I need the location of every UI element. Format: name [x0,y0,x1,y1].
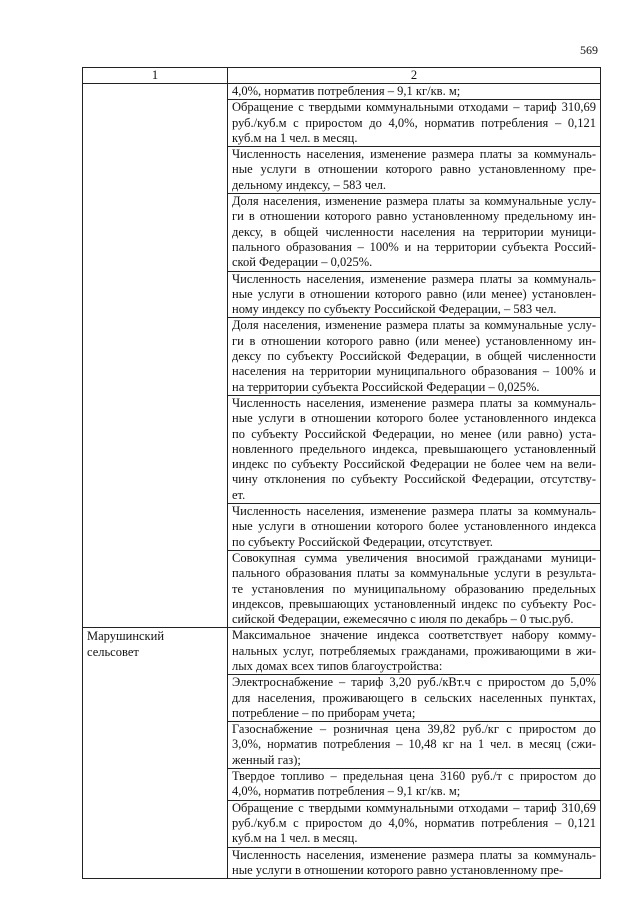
description-cell [228,84,601,628]
text-line: 4,0%, норматив потребления – 9,1 кг/кв. м; [232,84,461,98]
description-paragraph [228,272,600,319]
text-line: ные услуги в отношении которого равно (или менее) установлен- [232,286,596,301]
text-line: ному индексу по субъекту Российской Федерации, – 583 чел. [232,302,557,317]
text-line: Совокупная сумма увеличения вносимой гражданами муници- [232,550,596,565]
description-paragraph [228,396,600,504]
table-row [83,628,601,879]
page-number: 569 [580,43,598,57]
text-line: руб./куб.м с приростом до 4,0%, норматив потребления – 0,121 [232,115,596,130]
column-header-2: 2 [228,68,601,84]
text-line: ги в отношении которого равно (или менее) установленному ин- [232,333,596,348]
text-line: сийской Федерации, ежемесячно с июля по декабрь – 0 тыс.руб. [232,612,574,627]
header-row [83,68,601,84]
municipality-name-cell [83,84,228,628]
text-line: Численность населения, изменение размера платы за коммуналь- [232,147,596,162]
text-line: куб.м на 1 чел. в месяц. [232,831,358,846]
table-row [83,84,601,628]
text-line: новленного предельного индекса, превышающего установленный [232,441,596,456]
text-line: ные услуги в отношении которого равно установленному пре- [232,162,596,177]
text-line: пального образования платы за коммунальные услуги в результа- [232,566,596,581]
text-line: Доля населения, изменение размера платы за коммунальные услу- [232,194,596,209]
text-line: ные услуги в отношении которого равно установленному пре- [232,862,564,877]
municipality-name-line: Марушинский [87,629,165,644]
text-line: руб./куб.м с приростом до 4,0%, норматив потребления – 0,121 [232,815,596,830]
text-line: индекс по субъекту Российской Федерации не более чем на вели- [232,457,596,472]
text-line: чину отклонения по субъекту Российской Федерации, отсутству- [232,472,596,487]
text-line: Твердое топливо – предельная цена 3160 руб./т с приростом до [232,769,596,784]
text-line: те установления по муниципальному образованию предельных [232,581,596,596]
text-line: на территории субъекта Российской Федерации – 0,025%. [232,379,540,394]
text-line: Обращение с твердыми коммунальными отходами – тариф 310,69 [232,800,596,815]
description-paragraph [228,84,600,100]
text-line: по субъекту Российской Федерации, отсутствует. [232,534,493,549]
text-line: населения на территории муниципального образования – 100% и [232,364,596,379]
description-paragraph [228,551,600,627]
description-paragraph [228,318,600,395]
text-line: ные услуги в отношении которого более установленного индекса [232,519,596,534]
text-line: потребление – по приборам учета; [232,705,416,720]
text-line: дексу, в общей численности населения на территории муници- [232,224,596,239]
description-paragraph [228,769,600,801]
text-line: Газоснабжение – розничная цена 39,82 руб./кг с приростом до [232,722,596,737]
text-line: ет. [232,487,246,502]
description-paragraph [228,801,600,848]
description-cell [228,628,601,879]
municipality-name-cell [83,628,228,879]
text-line: 3,0%, норматив потребления – 10,48 кг на 1 чел. в месяц (сжи- [232,737,596,752]
description-paragraph [228,147,600,194]
text-line: нальных услуг, потребляемых гражданами, проживающими в жи- [232,643,596,658]
text-line: по субъекту Российской Федерации, но менее (или равно) уста- [232,426,596,441]
text-line: Обращение с твердыми коммунальными отходами – тариф 310,69 [232,100,596,115]
text-line: дексу по субъекту Российской Федерации, в общей численности [232,349,596,364]
text-line: дельному индексу, – 583 чел. [232,177,386,192]
document-table [82,67,601,879]
text-line: Численность населения, изменение размера платы за коммуналь- [232,395,596,410]
text-line: ные услуги в отношении которого более установленного индекса [232,411,596,426]
text-line: лых домах всех типов благоустройства: [232,658,443,673]
text-line: куб.м на 1 чел. в месяц. [232,130,358,145]
description-paragraph [228,722,600,769]
description-paragraph [228,504,600,551]
description-paragraph [228,194,600,271]
description-paragraph [228,848,600,879]
description-paragraph [228,675,600,722]
text-line: индексов, превышающих установленный индекс по субъекту Рос- [232,596,596,611]
text-line: Доля населения, изменение размера платы за коммунальные услу- [232,318,596,333]
text-line: ской Федерации – 0,025%. [232,255,373,270]
text-line: Численность населения, изменение размера платы за коммуналь- [232,504,596,519]
text-line: Максимальное значение индекса соответствует набору комму- [232,628,596,643]
text-line: ги в отношении которого равно установленному предельному ин- [232,209,596,224]
text-line: Электроснабжение – тариф 3,20 руб./кВт.ч с приростом до 5,0% [232,675,596,690]
description-paragraph [228,628,600,675]
municipality-name-line: сельсовет [87,645,139,660]
text-line: Численность населения, изменение размера платы за коммуналь- [232,847,596,862]
text-line: пального образования – 100% и на территории субъекта Россий- [232,239,596,254]
text-line: Численность населения, изменение размера платы за коммуналь- [232,271,596,286]
text-line: 4,0%, норматив потребления – 9,1 кг/кв. м; [232,784,461,799]
text-line: женный газ); [232,752,301,767]
text-line: для населения, проживающего в сельских населенных пунктах, [232,690,596,705]
column-header-1: 1 [83,68,228,84]
description-paragraph [228,100,600,147]
